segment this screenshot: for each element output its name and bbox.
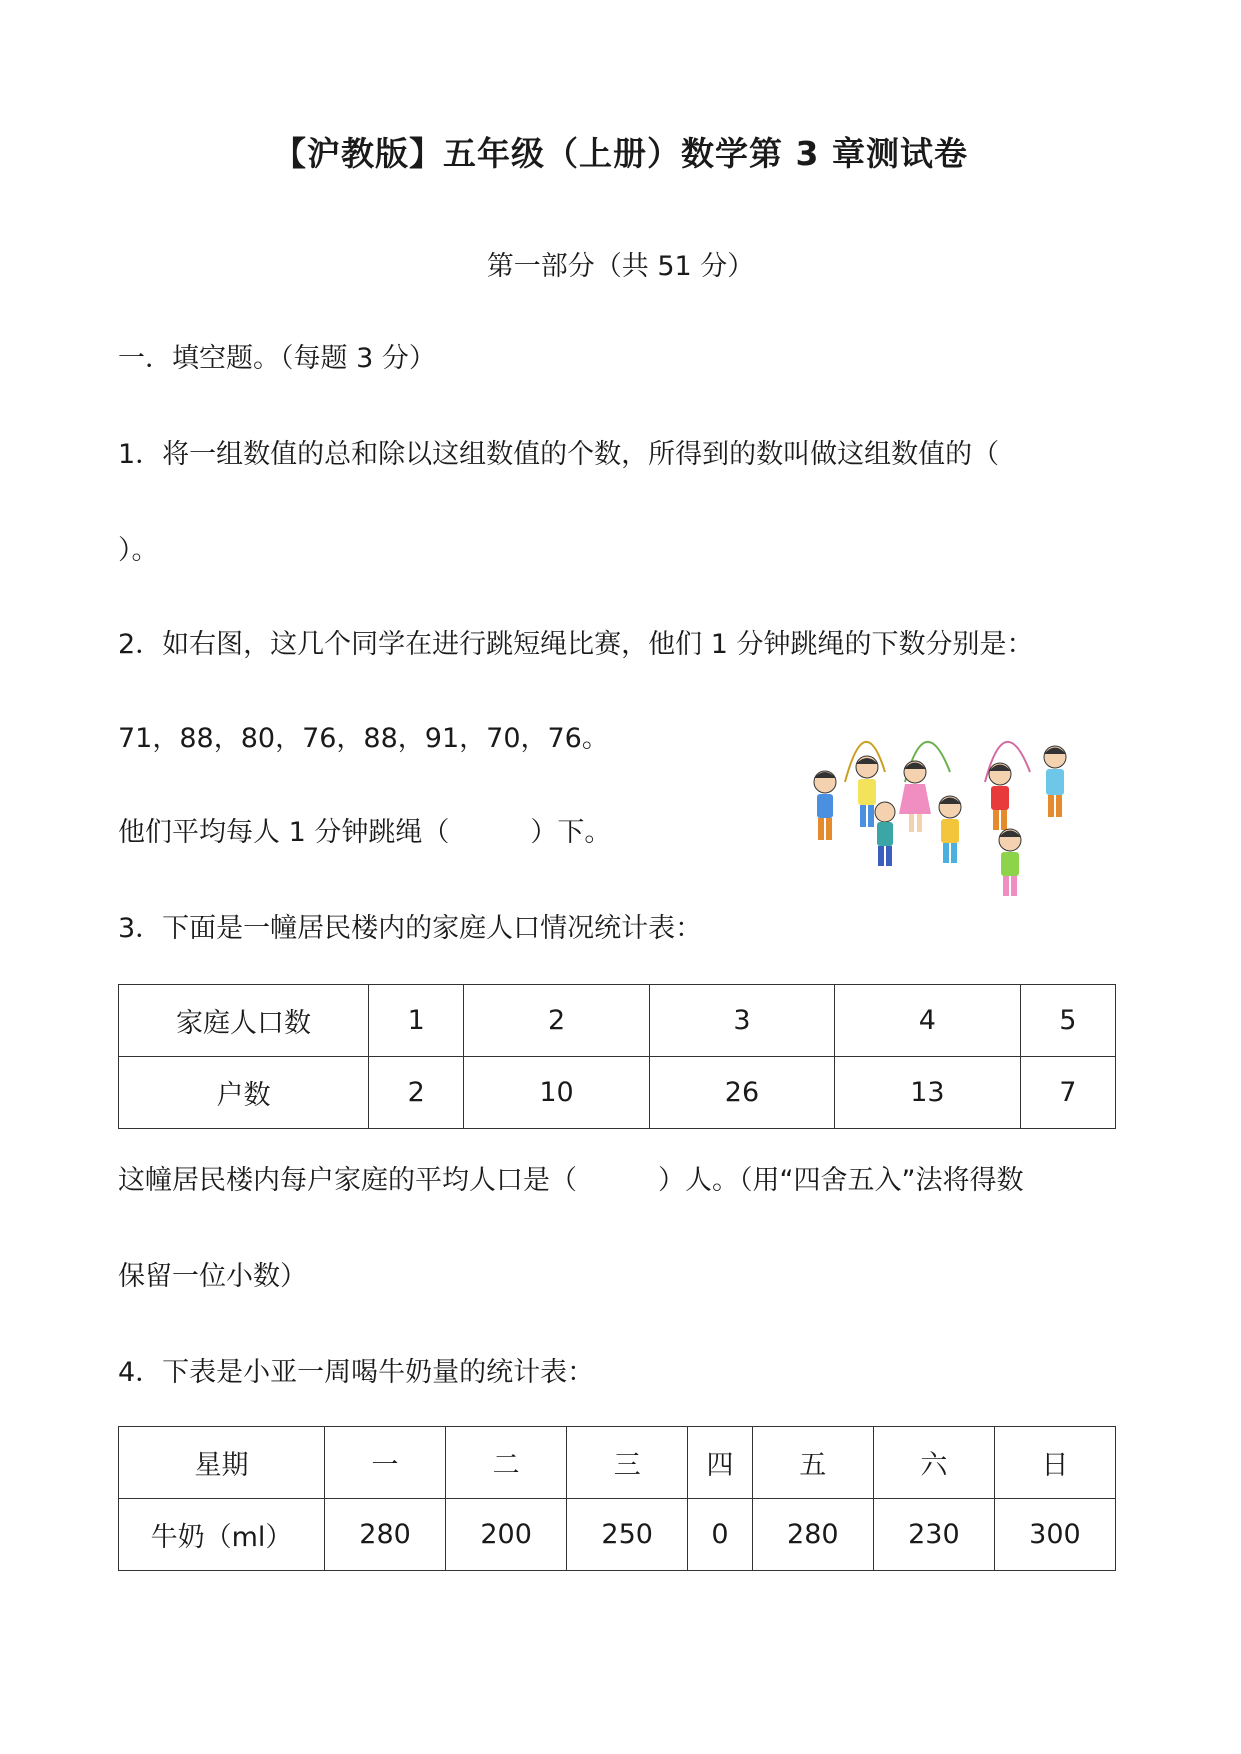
table-cell: 日	[994, 1427, 1115, 1499]
children-jumping-rope-illustration	[805, 712, 1085, 912]
child-figure	[1044, 746, 1066, 817]
milk-consumption-table	[118, 1426, 1116, 1571]
table-cell: 0	[688, 1499, 753, 1571]
table-cell: 2	[464, 985, 649, 1057]
table-cell: 26	[649, 1057, 834, 1129]
table-cell: 三	[567, 1427, 688, 1499]
table-cell: 250	[567, 1499, 688, 1571]
table-cell: 280	[325, 1499, 446, 1571]
table-cell: 230	[873, 1499, 994, 1571]
child-figure	[939, 796, 961, 863]
table-header-cell: 户数	[119, 1057, 369, 1129]
household-population-table	[118, 984, 1116, 1129]
question-3-line-2: 保留一位小数）	[118, 1261, 307, 1292]
child-figure	[875, 802, 895, 866]
table-cell: 5	[1020, 985, 1115, 1057]
table-cell: 一	[325, 1427, 446, 1499]
table-cell: 200	[446, 1499, 567, 1571]
question-2-line-3: 他们平均每人 1 分钟跳绳（ ）下。	[118, 817, 612, 848]
table-cell: 五	[752, 1427, 873, 1499]
child-figure	[999, 829, 1021, 896]
table-cell: 7	[1020, 1057, 1115, 1129]
table-cell: 3	[649, 985, 834, 1057]
child-figure	[899, 761, 931, 832]
question-1-line-1: 1．将一组数值的总和除以这组数值的个数，所得到的数叫做这组数值的（	[118, 439, 1000, 470]
child-figure	[814, 771, 836, 840]
table-header-cell: 家庭人口数	[119, 985, 369, 1057]
table-cell: 六	[873, 1427, 994, 1499]
table-cell: 4	[835, 985, 1020, 1057]
table-header-cell: 星期	[119, 1427, 325, 1499]
table-row	[119, 1427, 1116, 1499]
table-header-cell: 牛奶（ml）	[119, 1499, 325, 1571]
table-cell: 2	[369, 1057, 464, 1129]
question-2-line-2: 71，88，80，76，88，91，70，76。	[118, 723, 609, 754]
question-4-intro: 4．下表是小亚一周喝牛奶量的统计表：	[118, 1357, 595, 1388]
question-2-line-1: 2．如右图，这几个同学在进行跳短绳比赛，他们 1 分钟跳绳的下数分别是：	[118, 629, 1034, 660]
table-cell: 1	[369, 985, 464, 1057]
table-cell: 四	[688, 1427, 753, 1499]
table-row	[119, 985, 1116, 1057]
table-cell: 10	[464, 1057, 649, 1129]
question-3-line-1: 这幢居民楼内每户家庭的平均人口是（ ）人。（用“四舍五入”法将得数	[118, 1165, 1024, 1196]
question-3-intro: 3．下面是一幢居民楼内的家庭人口情况统计表：	[118, 913, 703, 944]
question-1-line-2: ）。	[118, 535, 159, 566]
table-row	[119, 1499, 1116, 1571]
table-row	[119, 1057, 1116, 1129]
table-cell: 二	[446, 1427, 567, 1499]
table-cell: 300	[994, 1499, 1115, 1571]
page-title: 【沪教版】五年级（上册）数学第 3 章测试卷	[273, 134, 968, 173]
part-heading: 第一部分（共 51 分）	[486, 251, 755, 282]
child-figure	[856, 756, 878, 827]
section-heading: 一．填空题。（每题 3 分）	[118, 343, 436, 374]
child-figure	[989, 763, 1011, 830]
table-cell: 280	[752, 1499, 873, 1571]
table-cell: 13	[835, 1057, 1020, 1129]
